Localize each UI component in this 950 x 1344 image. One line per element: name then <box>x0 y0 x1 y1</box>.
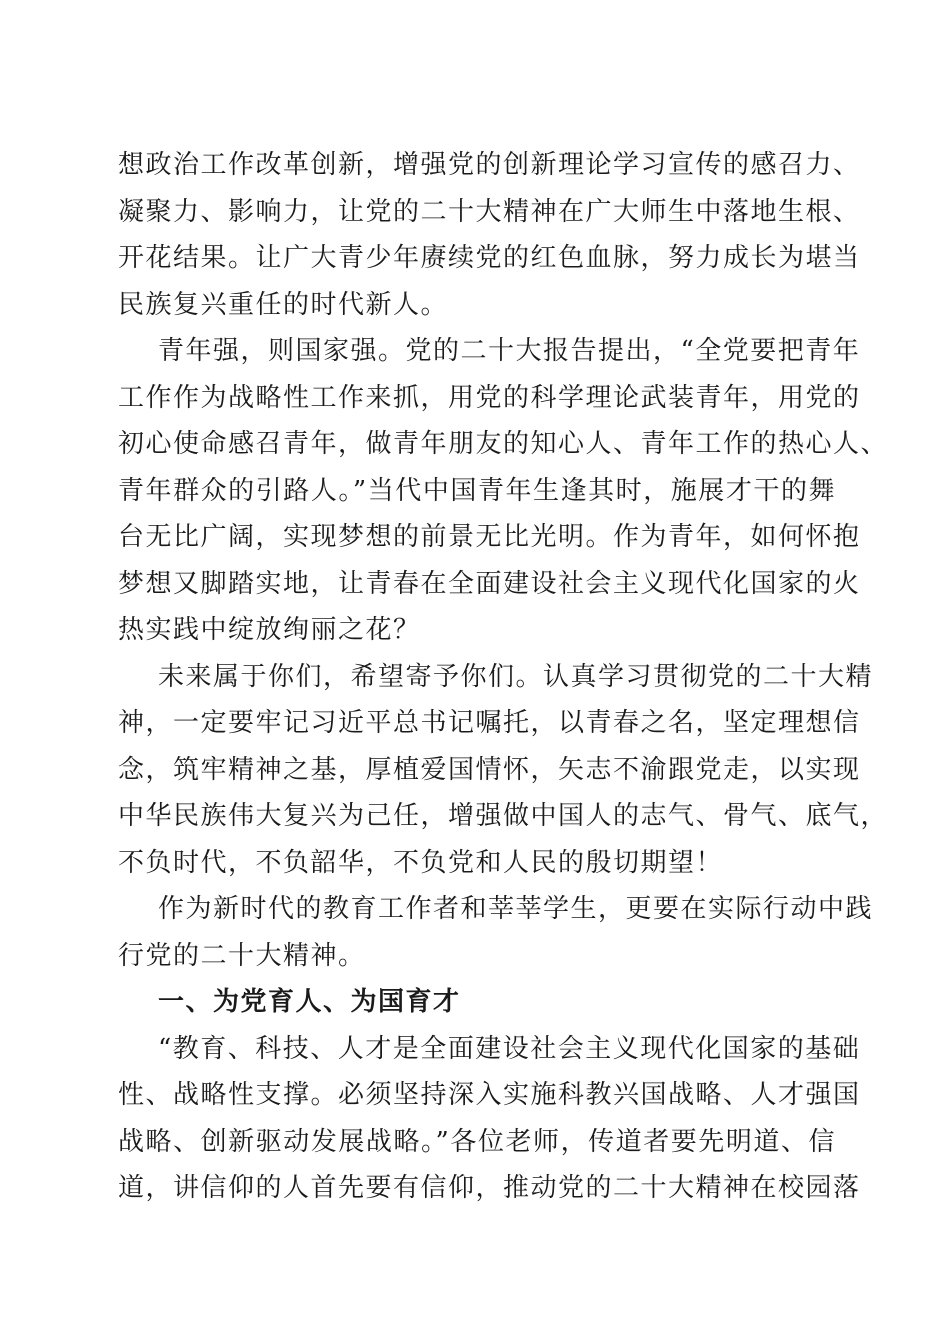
text-line: 台无比广阔，实现梦想的前景无比光明。作为青年，如何怀抱 <box>118 522 861 552</box>
text-line: 民族复兴重任的时代新人。 <box>118 289 449 320</box>
text-line: 热实践中绽放绚丽之花？ <box>118 615 421 645</box>
section-heading: 一、为党育人、为国育才 <box>158 987 461 1017</box>
text-line: 行党的二十大精神。 <box>118 940 366 971</box>
paragraph-start: “教育、科技、人才是全面建设社会主义现代化国家的基础 <box>158 1033 861 1064</box>
text-line: 梦想又脚踏实地，让青春在全面建设社会主义现代化国家的火 <box>118 568 861 599</box>
paragraph-start: 未来属于你们，希望寄予你们。认真学习贯彻党的二十大精 <box>158 661 874 692</box>
text-line: 不负时代，不负韶华，不负党和人民的殷切期望！ <box>118 847 724 878</box>
paragraph-start: 青年强，则国家强。党的二十大报告提出，“全党要把青年 <box>158 336 861 366</box>
text-line: 工作作为战略性工作来抓，用党的科学理论武装青年，用党的 <box>118 382 861 413</box>
paragraph-start: 作为新时代的教育工作者和莘莘学生，更要在实际行动中践 <box>158 894 874 924</box>
text-line: 道，讲信仰的人首先要有信仰，推动党的二十大精神在校园落 <box>118 1173 861 1203</box>
text-line: 念，筑牢精神之基，厚植爱国情怀，矢志不渝跟党走，以实现 <box>118 754 861 785</box>
text-line: 战略、创新驱动发展战略。”各位老师，传道者要先明道、信 <box>118 1126 836 1157</box>
text-line: 性、战略性支撑。必须坚持深入实施科教兴国战略、人才强国 <box>118 1080 861 1110</box>
text-line: 神，一定要牢记习近平总书记嘱托，以青春之名，坚定理想信 <box>118 708 861 738</box>
text-line: 凝聚力、影响力，让党的二十大精神在广大师生中落地生根、 <box>118 196 861 227</box>
text-line: 初心使命感召青年，做青年朋友的知心人、青年工作的热心人、 <box>118 429 889 459</box>
text-line: 想政治工作改革创新，增强党的创新理论学习宣传的感召力、 <box>118 150 861 180</box>
text-line: 开花结果。让广大青少年赓续党的红色血脉，努力成长为堪当 <box>118 243 861 273</box>
text-line: 中华民族伟大复兴为己任，增强做中国人的志气、骨气、底气， <box>118 801 889 831</box>
body-text <box>118 142 889 1212</box>
text-line: 青年群众的引路人。”当代中国青年生逢其时，施展才干的舞 <box>118 475 836 506</box>
